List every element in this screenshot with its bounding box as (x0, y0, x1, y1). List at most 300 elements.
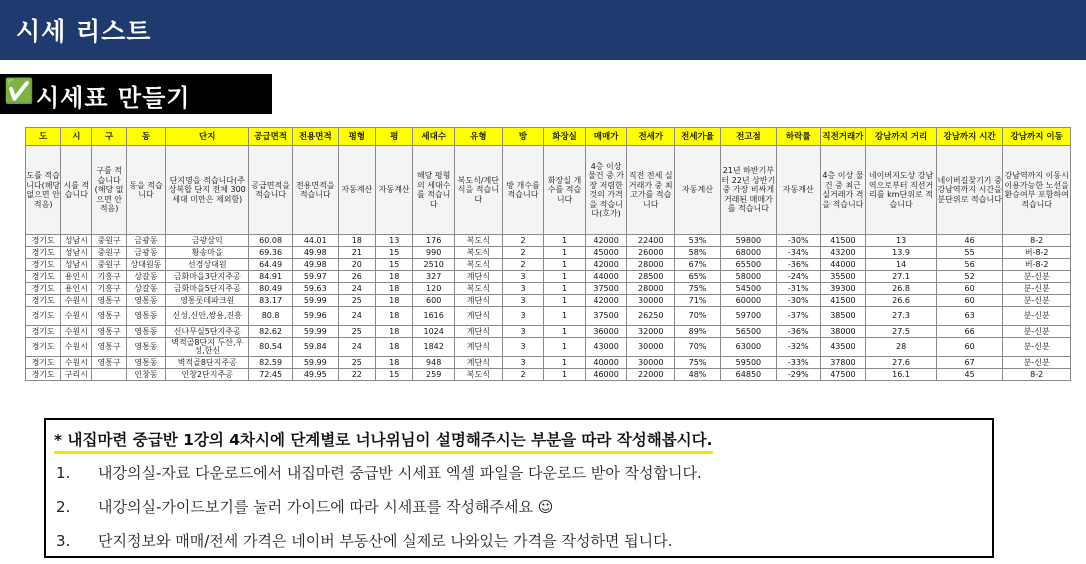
table-cell: 1024 (413, 326, 455, 338)
table-row (26, 357, 1071, 369)
column-header: 강남까지 거리 (866, 128, 937, 146)
table-cell: 59.63 (292, 283, 338, 295)
table-cell: 수원시 (61, 357, 92, 369)
table-cell: 중원구 (92, 235, 126, 247)
table-cell: 38500 (820, 307, 866, 326)
table-cell: -24% (776, 271, 820, 283)
table-cell: 38000 (820, 326, 866, 338)
table-cell: 25 (338, 326, 375, 338)
table-cell: 59.99 (292, 295, 338, 307)
table-cell: -33% (776, 357, 820, 369)
table-row (26, 283, 1071, 295)
table-cell: 59800 (720, 235, 776, 247)
table-cell: 1 (544, 247, 586, 259)
column-description: 자동계산 (338, 146, 375, 235)
table-cell: 인창2단지주공 (166, 369, 249, 381)
column-header: 평형 (338, 128, 375, 146)
section-title: 시세표 만들기 (36, 84, 191, 112)
table-cell: 1616 (413, 307, 455, 326)
table-cell: 54500 (720, 283, 776, 295)
table-cell: 43000 (585, 338, 627, 357)
table-cell: 70% (675, 307, 721, 326)
table-cell: 84.91 (249, 271, 293, 283)
table-cell: 분-신분 (1003, 271, 1071, 283)
table-cell: 금화마을3단지주공 (166, 271, 249, 283)
table-cell: 복도식 (454, 259, 502, 271)
table-cell: -32% (776, 338, 820, 357)
table-cell: 259 (413, 369, 455, 381)
table-cell: 41500 (820, 235, 866, 247)
table-cell: 48% (675, 369, 721, 381)
table-cell: 71% (675, 295, 721, 307)
column-header: 화장실 (544, 128, 586, 146)
table-cell: 금광동 (126, 247, 165, 259)
table-cell: 영통구 (92, 338, 126, 357)
table-cell: 3 (502, 271, 544, 283)
table-cell: 49.98 (292, 259, 338, 271)
table-cell: 27.3 (866, 307, 937, 326)
table-cell: 상갈동 (126, 271, 165, 283)
table-cell: 49.95 (292, 369, 338, 381)
table-cell: 경기도 (26, 307, 61, 326)
table-cell: 영통롯데파크원 (166, 295, 249, 307)
column-description: 강남역까지 이동시 이용가능한 노선을 환승여부 포함하여 적습니다 (1003, 146, 1071, 235)
column-description: 21년 하반기부터 22년 상반기 중 가장 비싸게 거래된 매매가를 적습니다 (720, 146, 776, 235)
table-cell: 27.5 (866, 326, 937, 338)
table-cell: 성남시 (61, 247, 92, 259)
table-cell: 3 (502, 307, 544, 326)
table-cell: 계단식 (454, 307, 502, 326)
table-cell: 3 (502, 338, 544, 357)
table-cell: 26000 (627, 247, 675, 259)
table-cell: 16.1 (866, 369, 937, 381)
table-cell: 24 (338, 338, 375, 357)
table-cell: 42000 (585, 235, 627, 247)
table-cell: 56 (936, 259, 1002, 271)
table-cell: 금광동 (126, 235, 165, 247)
table-cell: 80.8 (249, 307, 293, 326)
table-cell: 분-신분 (1003, 307, 1071, 326)
table-cell: 42000 (585, 259, 627, 271)
table-cell: 13 (376, 235, 413, 247)
table-cell: 176 (413, 235, 455, 247)
table-cell: 948 (413, 357, 455, 369)
table-cell: -30% (776, 295, 820, 307)
instruction-number: 1. (56, 464, 71, 482)
column-header: 전고점 (720, 128, 776, 146)
table-cell: 영통동 (126, 357, 165, 369)
column-description: 네이버지도상 강남역으로부터 직선거리를 km단위로 적습니다 (866, 146, 937, 235)
table-cell: 66 (936, 326, 1002, 338)
column-description: 직전 전세 실거래가 중 최고가를 적습니다 (627, 146, 675, 235)
table-cell: 13.9 (866, 247, 937, 259)
table-cell: 영통동 (126, 307, 165, 326)
table-cell: 성남시 (61, 259, 92, 271)
check-mark-icon: ✅ (4, 77, 34, 105)
column-description: 해당 평형의 세대수를 적습니다 (413, 146, 455, 235)
column-header: 직전거래가 (820, 128, 866, 146)
table-row (26, 271, 1071, 283)
column-description: 동을 적습니다 (126, 146, 165, 235)
table-cell: 1 (544, 307, 586, 326)
table-cell: 1 (544, 295, 586, 307)
column-description: 네이버길찾기기 중 강남역까지 시간을 분단위로 적습니다 (936, 146, 1002, 235)
table-cell: 59500 (720, 357, 776, 369)
table-cell: 15 (376, 247, 413, 259)
table-cell: 14 (866, 259, 937, 271)
table-cell: 59.97 (292, 271, 338, 283)
table-cell: 58% (675, 247, 721, 259)
table-cell: 1 (544, 283, 586, 295)
column-description: 시를 적습니다 (61, 146, 92, 235)
table-cell: 22400 (627, 235, 675, 247)
table-cell: 1 (544, 338, 586, 357)
section-title-bar (0, 74, 272, 114)
table-cell: 2 (502, 259, 544, 271)
column-header: 하락률 (776, 128, 820, 146)
price-list-sheet (25, 127, 1071, 408)
table-cell: 69.36 (249, 247, 293, 259)
table-cell: 59.84 (292, 338, 338, 357)
table-cell: 30000 (627, 295, 675, 307)
table-cell: 45 (936, 369, 1002, 381)
table-cell: 59.99 (292, 326, 338, 338)
table-cell: 벽적골8단지 두산,우성,한신 (166, 338, 249, 357)
table-cell: 영통구 (92, 295, 126, 307)
table-cell: 120 (413, 283, 455, 295)
table-cell: 18 (376, 357, 413, 369)
column-header: 세대수 (413, 128, 455, 146)
table-cell: 성남시 (61, 235, 92, 247)
table-cell: 55 (936, 247, 1002, 259)
column-header: 도 (26, 128, 61, 146)
table-cell: 37500 (585, 307, 627, 326)
table-cell: 39300 (820, 283, 866, 295)
table-cell: 82.59 (249, 357, 293, 369)
table-cell: 분-신분 (1003, 357, 1071, 369)
table-cell: 45000 (585, 247, 627, 259)
table-cell: 중원구 (92, 247, 126, 259)
table-cell: 24 (338, 307, 375, 326)
column-header: 강남까지 이동 (1003, 128, 1071, 146)
table-cell: 15 (376, 259, 413, 271)
table-row (26, 247, 1071, 259)
table-cell: 선경상대원 (166, 259, 249, 271)
table-cell: 26250 (627, 307, 675, 326)
table-cell: 327 (413, 271, 455, 283)
table-cell: 82.62 (249, 326, 293, 338)
table-cell: 경기도 (26, 283, 61, 295)
table-row (26, 369, 1071, 381)
instruction-item (56, 496, 553, 517)
table-cell: 계단식 (454, 326, 502, 338)
table-cell: 63 (936, 307, 1002, 326)
table-cell: 75% (675, 283, 721, 295)
table-cell: 63000 (720, 338, 776, 357)
table-cell: 경기도 (26, 357, 61, 369)
table-cell: 기흥구 (92, 271, 126, 283)
table-cell: 버-8-2 (1003, 259, 1071, 271)
table-cell: 22 (338, 369, 375, 381)
table-cell: 20 (338, 259, 375, 271)
table-cell: 35500 (820, 271, 866, 283)
table-cell: 1 (544, 326, 586, 338)
column-header: 동 (126, 128, 165, 146)
column-header: 방 (502, 128, 544, 146)
table-cell: 64.49 (249, 259, 293, 271)
table-cell: 60 (936, 295, 1002, 307)
column-description: 방 개수를 적습니다 (502, 146, 544, 235)
table-cell: 수원시 (61, 307, 92, 326)
column-header: 공급면적 (249, 128, 293, 146)
table-cell: 1 (544, 259, 586, 271)
table-cell: 13 (866, 235, 937, 247)
price-table (25, 127, 1071, 381)
table-cell: 27.6 (866, 357, 937, 369)
header-bar (0, 0, 1086, 60)
table-cell: 28000 (627, 283, 675, 295)
table-cell: 상대원동 (126, 259, 165, 271)
column-header: 평 (376, 128, 413, 146)
table-cell: 28000 (627, 259, 675, 271)
table-cell: 28 (866, 338, 937, 357)
table-cell: 58000 (720, 271, 776, 283)
table-cell: 44.01 (292, 235, 338, 247)
table-cell: 25 (338, 357, 375, 369)
table-row (26, 259, 1071, 271)
table-cell: 65% (675, 271, 721, 283)
instruction-text: 내강의실-자료 다운로드에서 내집마련 중급반 시세표 엑셀 파일을 다운로드 받아 작성합니다. (98, 464, 702, 482)
column-description: 복도식/계단식을 적습니다 (454, 146, 502, 235)
column-header: 전세가율 (675, 128, 721, 146)
table-cell: -31% (776, 283, 820, 295)
table-cell: 18 (376, 295, 413, 307)
table-cell: 황송마을 (166, 247, 249, 259)
column-header: 시 (61, 128, 92, 146)
table-cell: 26.6 (866, 295, 937, 307)
table-cell: 68000 (720, 247, 776, 259)
instruction-item (56, 462, 702, 483)
table-cell: 600 (413, 295, 455, 307)
table-cell: 경기도 (26, 235, 61, 247)
table-cell: 경기도 (26, 259, 61, 271)
table-cell: 신성,신안,쌍용,진흥 (166, 307, 249, 326)
table-header-row (26, 128, 1071, 146)
table-cell: -34% (776, 247, 820, 259)
table-cell: 67% (675, 259, 721, 271)
table-cell: 경기도 (26, 271, 61, 283)
table-cell: 계단식 (454, 295, 502, 307)
table-cell: 영통동 (126, 338, 165, 357)
instruction-text: 단지정보와 매매/전세 가격은 네이버 부동산에 실제로 나와있는 가격을 작성하면 됩니다. (98, 532, 673, 550)
table-cell: 59700 (720, 307, 776, 326)
table-cell: 복도식 (454, 283, 502, 295)
table-cell: 3 (502, 326, 544, 338)
instruction-item (56, 530, 672, 551)
table-cell: -29% (776, 369, 820, 381)
table-cell: 3 (502, 295, 544, 307)
column-description: 4층 이상 물건 중 최근 실거래가 격을 적습니다 (820, 146, 866, 235)
table-cell: 1 (544, 271, 586, 283)
table-cell: 18 (376, 326, 413, 338)
table-cell: 18 (376, 307, 413, 326)
table-cell: 버-8-2 (1003, 247, 1071, 259)
instruction-headline: * 내집마련 중급반 1강의 4차시에 단계별로 너나위님이 설명해주시는 부분을 따라 작성해봅시다. (54, 428, 713, 454)
table-cell: 8-2 (1003, 369, 1071, 381)
description-row (26, 146, 1071, 235)
table-cell: 46 (936, 235, 1002, 247)
table-cell: 65500 (720, 259, 776, 271)
column-description: 자동계산 (376, 146, 413, 235)
table-cell: 2 (502, 369, 544, 381)
table-cell: 990 (413, 247, 455, 259)
table-cell: 1 (544, 357, 586, 369)
page-title: 시세 리스트 (16, 17, 152, 46)
table-cell: 75% (675, 357, 721, 369)
table-cell: 경기도 (26, 295, 61, 307)
table-cell: 8-2 (1003, 235, 1071, 247)
table-cell: 2 (502, 235, 544, 247)
table-cell: 1842 (413, 338, 455, 357)
table-cell: 60000 (720, 295, 776, 307)
table-cell: 28500 (627, 271, 675, 283)
column-header: 단지 (166, 128, 249, 146)
table-cell: 3 (502, 283, 544, 295)
table-cell: 복도식 (454, 247, 502, 259)
table-cell: 64850 (720, 369, 776, 381)
column-description: 구를 적습니다(해당 없으면 안 적음) (92, 146, 126, 235)
table-cell: 상갈동 (126, 283, 165, 295)
table-cell: 18 (376, 271, 413, 283)
table-cell: 72.45 (249, 369, 293, 381)
column-description: 단지명을 적습니다(주상복합 단지 전체 300세대 미만은 제외함) (166, 146, 249, 235)
table-cell: 영통구 (92, 357, 126, 369)
table-cell: 25 (338, 295, 375, 307)
table-cell: 분-신분 (1003, 283, 1071, 295)
table-cell: 70% (675, 338, 721, 357)
table-cell: 44000 (820, 259, 866, 271)
table-cell: 18 (376, 283, 413, 295)
table-cell: 신나무실5단지주공 (166, 326, 249, 338)
table-cell: 44000 (585, 271, 627, 283)
table-cell: -36% (776, 259, 820, 271)
table-cell: 영통동 (126, 326, 165, 338)
column-header: 강남까지 시간 (936, 128, 1002, 146)
table-cell: 경기도 (26, 338, 61, 357)
table-cell: 경기도 (26, 247, 61, 259)
table-cell: 46000 (585, 369, 627, 381)
table-cell: 80.54 (249, 338, 293, 357)
table-cell: 56500 (720, 326, 776, 338)
table-row (26, 307, 1071, 326)
table-cell: 27.1 (866, 271, 937, 283)
table-row (26, 338, 1071, 357)
table-cell: 계단식 (454, 271, 502, 283)
table-cell: 53% (675, 235, 721, 247)
table-cell: 금화마을5단지주공 (166, 283, 249, 295)
table-cell: 영통동 (126, 295, 165, 307)
table-cell: 중원구 (92, 259, 126, 271)
table-cell: 기흥구 (92, 283, 126, 295)
table-cell: -37% (776, 307, 820, 326)
table-cell: 3 (502, 357, 544, 369)
column-header: 전용면적 (292, 128, 338, 146)
table-cell: 구리시 (61, 369, 92, 381)
table-cell: -36% (776, 326, 820, 338)
table-row (26, 326, 1071, 338)
table-cell (92, 369, 126, 381)
table-cell: 67 (936, 357, 1002, 369)
table-cell: 80.49 (249, 283, 293, 295)
table-cell: 분-신분 (1003, 326, 1071, 338)
table-cell: 37500 (585, 283, 627, 295)
table-cell: 41500 (820, 295, 866, 307)
table-cell: 60 (936, 338, 1002, 357)
instruction-box (44, 418, 994, 558)
column-header: 구 (92, 128, 126, 146)
column-header: 전세가 (627, 128, 675, 146)
table-cell: 수원시 (61, 338, 92, 357)
instruction-number: 3. (56, 532, 71, 550)
table-cell: 47500 (820, 369, 866, 381)
table-cell: 52 (936, 271, 1002, 283)
table-cell: 32000 (627, 326, 675, 338)
column-description: 공급면적을 적습니다 (249, 146, 293, 235)
table-cell: 83.17 (249, 295, 293, 307)
table-cell: 영통구 (92, 326, 126, 338)
column-description: 전용면적을 적습니다 (292, 146, 338, 235)
table-cell: 2510 (413, 259, 455, 271)
table-cell: 30000 (627, 338, 675, 357)
table-cell: 49.98 (292, 247, 338, 259)
column-description: 화장실 개수를 적습니다 (544, 146, 586, 235)
table-cell: 용인시 (61, 283, 92, 295)
table-cell: 복도식 (454, 235, 502, 247)
column-description: 자동계산 (675, 146, 721, 235)
table-cell: -30% (776, 235, 820, 247)
table-cell: 43500 (820, 338, 866, 357)
table-cell: 수원시 (61, 326, 92, 338)
table-cell: 분-신분 (1003, 295, 1071, 307)
column-header: 유형 (454, 128, 502, 146)
table-cell: 59.96 (292, 307, 338, 326)
table-cell: 15 (376, 369, 413, 381)
table-cell: 1 (544, 369, 586, 381)
table-cell: 18 (376, 338, 413, 357)
table-cell: 43200 (820, 247, 866, 259)
table-cell: 26 (338, 271, 375, 283)
table-row (26, 295, 1071, 307)
table-cell: 36000 (585, 326, 627, 338)
table-cell: 수원시 (61, 295, 92, 307)
table-cell: 금광삼익 (166, 235, 249, 247)
table-cell: 인창동 (126, 369, 165, 381)
table-cell: 60.08 (249, 235, 293, 247)
table-cell: 1 (544, 235, 586, 247)
table-row (26, 235, 1071, 247)
table-cell: 37800 (820, 357, 866, 369)
column-description: 자동계산 (776, 146, 820, 235)
table-cell: 경기도 (26, 369, 61, 381)
table-cell: 60 (936, 283, 1002, 295)
table-cell: 89% (675, 326, 721, 338)
table-cell: 24 (338, 283, 375, 295)
table-cell: 벽적골8단지주공 (166, 357, 249, 369)
table-cell: 영통구 (92, 307, 126, 326)
table-cell: 26.8 (866, 283, 937, 295)
table-cell: 계단식 (454, 338, 502, 357)
column-description: 4층 이상 물건 중 가장 저렴한 것의 가격을 적습니다(호가) (585, 146, 627, 235)
